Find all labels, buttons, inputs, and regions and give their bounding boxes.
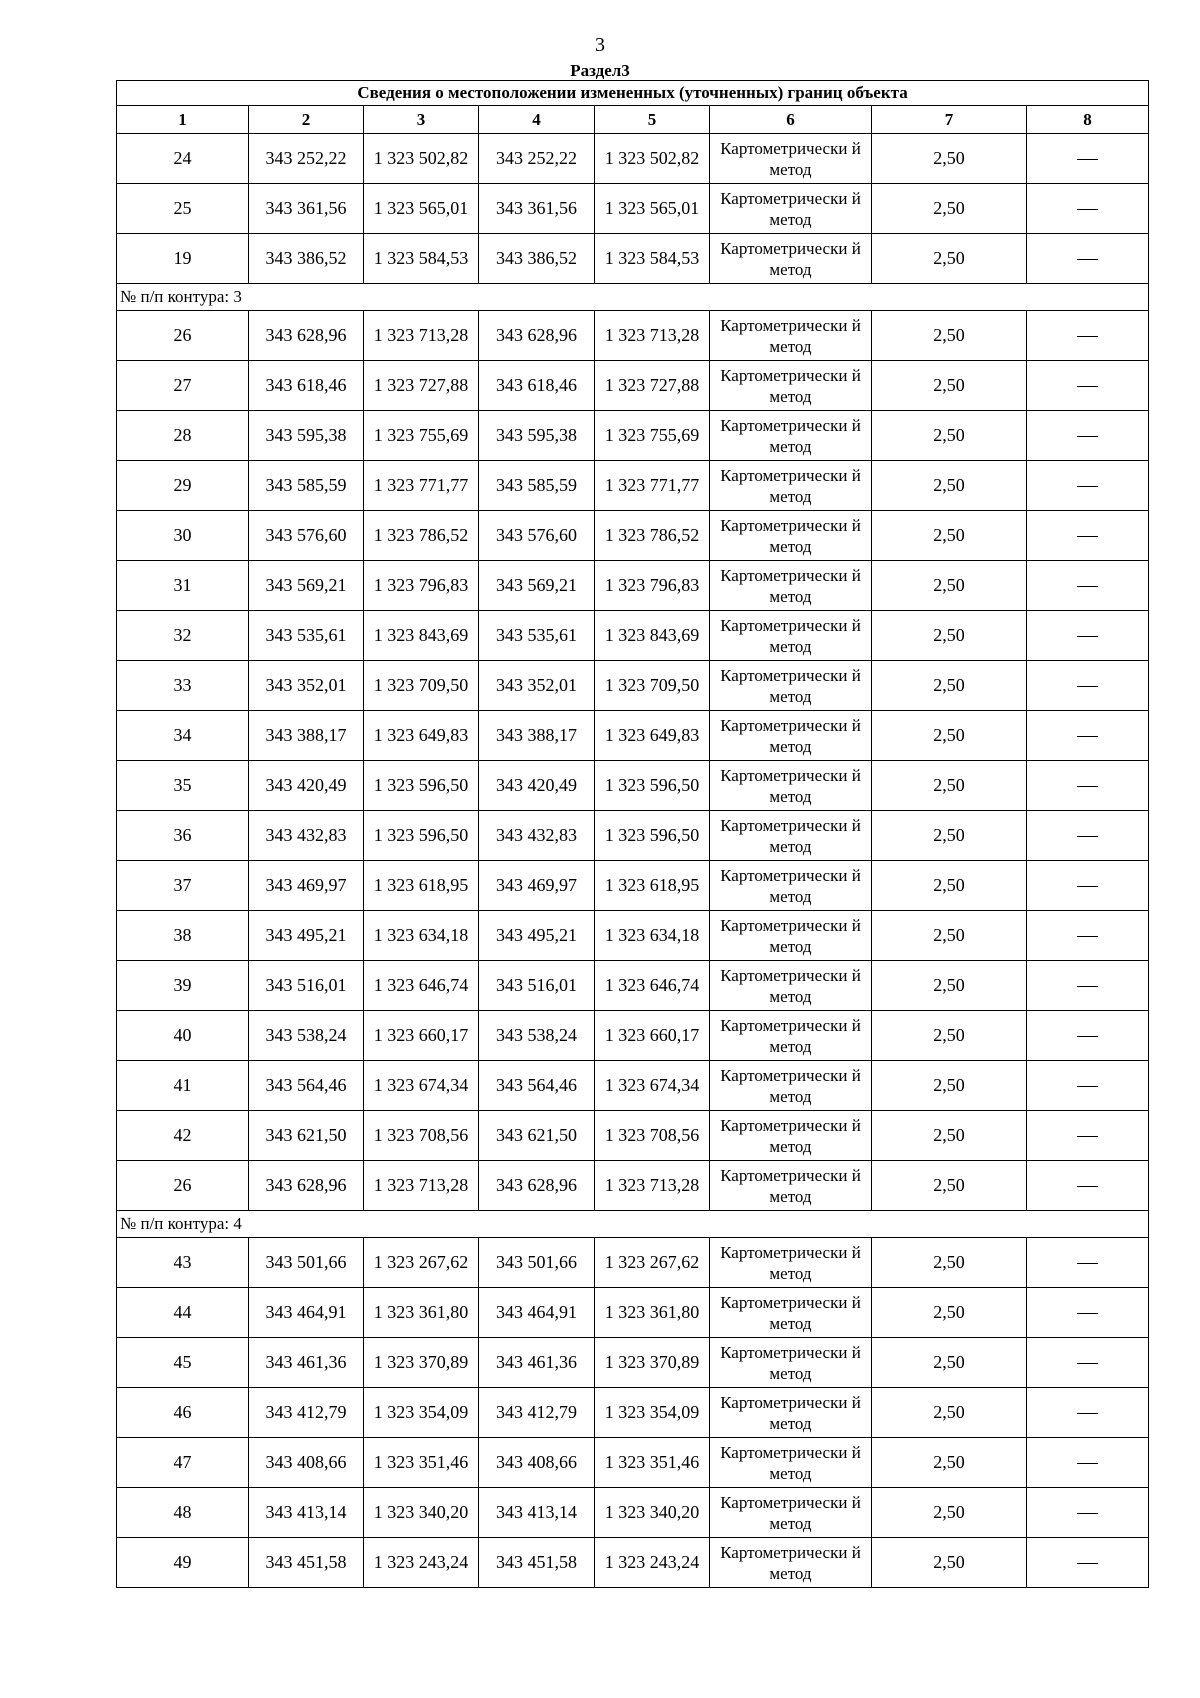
method-cell: Картометрически й метод — [710, 561, 872, 611]
x-old-cell: 343 361,56 — [249, 184, 364, 234]
accuracy-cell: 2,50 — [872, 761, 1027, 811]
table-row — [117, 1111, 1149, 1161]
table-row — [117, 1388, 1149, 1438]
y-old-cell: 1 323 502,82 — [364, 134, 479, 184]
y-new-cell: 1 323 674,34 — [595, 1061, 710, 1111]
x-new-cell: 343 432,83 — [479, 811, 595, 861]
point-number-cell: 29 — [117, 461, 249, 511]
dash-mark — [1077, 1413, 1098, 1414]
x-new-cell: 343 628,96 — [479, 311, 595, 361]
point-number-cell: 28 — [117, 411, 249, 461]
method-cell: Картометрически й метод — [710, 611, 872, 661]
point-number-cell: 35 — [117, 761, 249, 811]
table-caption-row — [117, 81, 1149, 106]
table-row — [117, 711, 1149, 761]
y-old-cell: 1 323 565,01 — [364, 184, 479, 234]
page-number: 3 — [595, 34, 605, 56]
x-old-cell: 343 432,83 — [249, 811, 364, 861]
description-cell — [1027, 511, 1149, 561]
y-new-cell: 1 323 267,62 — [595, 1238, 710, 1288]
dash-mark — [1077, 259, 1098, 260]
x-old-cell: 343 461,36 — [249, 1338, 364, 1388]
dash-mark — [1077, 636, 1098, 637]
method-cell: Картометрически й метод — [710, 411, 872, 461]
y-new-cell: 1 323 370,89 — [595, 1338, 710, 1388]
y-old-cell: 1 323 771,77 — [364, 461, 479, 511]
description-cell — [1027, 411, 1149, 461]
method-cell: Картометрически й метод — [710, 711, 872, 761]
table-row — [117, 811, 1149, 861]
x-new-cell: 343 412,79 — [479, 1388, 595, 1438]
dash-mark — [1077, 1563, 1098, 1564]
dash-mark — [1077, 736, 1098, 737]
table-row — [117, 134, 1149, 184]
y-new-cell: 1 323 351,46 — [595, 1438, 710, 1488]
x-old-cell: 343 564,46 — [249, 1061, 364, 1111]
method-cell: Картометрически й метод — [710, 1338, 872, 1388]
y-new-cell: 1 323 786,52 — [595, 511, 710, 561]
dash-mark — [1077, 886, 1098, 887]
table-row — [117, 561, 1149, 611]
y-new-cell: 1 323 709,50 — [595, 661, 710, 711]
table-row — [117, 1238, 1149, 1288]
description-cell — [1027, 861, 1149, 911]
dash-mark — [1077, 1513, 1098, 1514]
y-new-cell: 1 323 713,28 — [595, 311, 710, 361]
x-new-cell: 343 469,97 — [479, 861, 595, 911]
method-cell: Картометрически й метод — [710, 461, 872, 511]
table-row — [117, 1288, 1149, 1338]
point-number-cell: 30 — [117, 511, 249, 561]
table-row — [117, 761, 1149, 811]
point-number-cell: 40 — [117, 1011, 249, 1061]
x-new-cell: 343 516,01 — [479, 961, 595, 1011]
x-new-cell: 343 413,14 — [479, 1488, 595, 1538]
column-number: 1 — [117, 106, 249, 134]
description-cell — [1027, 1438, 1149, 1488]
x-old-cell: 343 386,52 — [249, 234, 364, 284]
column-number: 3 — [364, 106, 479, 134]
point-number-cell: 19 — [117, 234, 249, 284]
contour-header-row — [117, 284, 1149, 311]
accuracy-cell: 2,50 — [872, 861, 1027, 911]
dash-mark — [1077, 1086, 1098, 1087]
table-caption: Сведения о местоположении измененных (уточненных) границ объекта — [117, 81, 1149, 106]
dash-mark — [1077, 336, 1098, 337]
accuracy-cell: 2,50 — [872, 1538, 1027, 1588]
table-row — [117, 1061, 1149, 1111]
point-number-cell: 48 — [117, 1488, 249, 1538]
table-row — [117, 861, 1149, 911]
point-number-cell: 42 — [117, 1111, 249, 1161]
column-number: 8 — [1027, 106, 1149, 134]
description-cell — [1027, 661, 1149, 711]
table-row — [117, 1538, 1149, 1588]
x-new-cell: 343 564,46 — [479, 1061, 595, 1111]
x-old-cell: 343 535,61 — [249, 611, 364, 661]
description-cell — [1027, 1338, 1149, 1388]
table-row — [117, 1438, 1149, 1488]
x-new-cell: 343 628,96 — [479, 1161, 595, 1211]
description-cell — [1027, 1538, 1149, 1588]
x-old-cell: 343 412,79 — [249, 1388, 364, 1438]
accuracy-cell: 2,50 — [872, 661, 1027, 711]
method-cell: Картометрически й метод — [710, 134, 872, 184]
x-old-cell: 343 413,14 — [249, 1488, 364, 1538]
accuracy-cell: 2,50 — [872, 411, 1027, 461]
accuracy-cell: 2,50 — [872, 911, 1027, 961]
y-old-cell: 1 323 351,46 — [364, 1438, 479, 1488]
dash-mark — [1077, 1186, 1098, 1187]
accuracy-cell: 2,50 — [872, 234, 1027, 284]
y-old-cell: 1 323 243,24 — [364, 1538, 479, 1588]
y-old-cell: 1 323 796,83 — [364, 561, 479, 611]
point-number-cell: 36 — [117, 811, 249, 861]
table-row — [117, 461, 1149, 511]
y-new-cell: 1 323 596,50 — [595, 811, 710, 861]
y-new-cell: 1 323 361,80 — [595, 1288, 710, 1338]
y-old-cell: 1 323 727,88 — [364, 361, 479, 411]
y-new-cell: 1 323 565,01 — [595, 184, 710, 234]
y-old-cell: 1 323 354,09 — [364, 1388, 479, 1438]
y-new-cell: 1 323 755,69 — [595, 411, 710, 461]
description-cell — [1027, 1161, 1149, 1211]
x-old-cell: 343 451,58 — [249, 1538, 364, 1588]
dash-mark — [1077, 159, 1098, 160]
x-new-cell: 343 538,24 — [479, 1011, 595, 1061]
table-row — [117, 961, 1149, 1011]
accuracy-cell: 2,50 — [872, 1111, 1027, 1161]
description-cell — [1027, 1238, 1149, 1288]
y-new-cell: 1 323 727,88 — [595, 361, 710, 411]
method-cell: Картометрически й метод — [710, 1061, 872, 1111]
y-old-cell: 1 323 713,28 — [364, 1161, 479, 1211]
method-cell: Картометрически й метод — [710, 1288, 872, 1338]
point-number-cell: 43 — [117, 1238, 249, 1288]
point-number-cell: 38 — [117, 911, 249, 961]
x-new-cell: 343 595,38 — [479, 411, 595, 461]
method-cell: Картометрически й метод — [710, 911, 872, 961]
table-row — [117, 1338, 1149, 1388]
y-old-cell: 1 323 584,53 — [364, 234, 479, 284]
x-new-cell: 343 501,66 — [479, 1238, 595, 1288]
method-cell: Картометрически й метод — [710, 961, 872, 1011]
dash-mark — [1077, 1036, 1098, 1037]
x-new-cell: 343 361,56 — [479, 184, 595, 234]
description-cell — [1027, 711, 1149, 761]
y-old-cell: 1 323 267,62 — [364, 1238, 479, 1288]
y-old-cell: 1 323 340,20 — [364, 1488, 479, 1538]
y-old-cell: 1 323 755,69 — [364, 411, 479, 461]
table-row — [117, 361, 1149, 411]
accuracy-cell: 2,50 — [872, 184, 1027, 234]
dash-mark — [1077, 209, 1098, 210]
point-number-cell: 31 — [117, 561, 249, 611]
accuracy-cell: 2,50 — [872, 511, 1027, 561]
x-new-cell: 343 408,66 — [479, 1438, 595, 1488]
point-number-cell: 25 — [117, 184, 249, 234]
x-new-cell: 343 386,52 — [479, 234, 595, 284]
x-old-cell: 343 352,01 — [249, 661, 364, 711]
x-new-cell: 343 495,21 — [479, 911, 595, 961]
x-old-cell: 343 618,46 — [249, 361, 364, 411]
x-old-cell: 343 469,97 — [249, 861, 364, 911]
dash-mark — [1077, 486, 1098, 487]
description-cell — [1027, 1288, 1149, 1338]
x-old-cell: 343 408,66 — [249, 1438, 364, 1488]
y-new-cell: 1 323 649,83 — [595, 711, 710, 761]
description-cell — [1027, 611, 1149, 661]
x-old-cell: 343 585,59 — [249, 461, 364, 511]
column-number: 7 — [872, 106, 1027, 134]
accuracy-cell: 2,50 — [872, 561, 1027, 611]
x-new-cell: 343 461,36 — [479, 1338, 595, 1388]
description-cell — [1027, 1388, 1149, 1438]
y-old-cell: 1 323 618,95 — [364, 861, 479, 911]
description-cell — [1027, 961, 1149, 1011]
point-number-cell: 45 — [117, 1338, 249, 1388]
dash-mark — [1077, 686, 1098, 687]
y-new-cell: 1 323 618,95 — [595, 861, 710, 911]
point-number-cell: 41 — [117, 1061, 249, 1111]
contour-label: № п/п контура: 4 — [117, 1211, 1149, 1238]
accuracy-cell: 2,50 — [872, 711, 1027, 761]
table-row — [117, 511, 1149, 561]
x-new-cell: 343 252,22 — [479, 134, 595, 184]
y-new-cell: 1 323 584,53 — [595, 234, 710, 284]
point-number-cell: 46 — [117, 1388, 249, 1438]
x-new-cell: 343 585,59 — [479, 461, 595, 511]
y-new-cell: 1 323 713,28 — [595, 1161, 710, 1211]
x-old-cell: 343 516,01 — [249, 961, 364, 1011]
y-old-cell: 1 323 713,28 — [364, 311, 479, 361]
accuracy-cell: 2,50 — [872, 1488, 1027, 1538]
method-cell: Картометрически й метод — [710, 761, 872, 811]
column-number: 6 — [710, 106, 872, 134]
table-row — [117, 234, 1149, 284]
dash-mark — [1077, 1263, 1098, 1264]
y-new-cell: 1 323 340,20 — [595, 1488, 710, 1538]
method-cell: Картометрически й метод — [710, 361, 872, 411]
point-number-cell: 49 — [117, 1538, 249, 1588]
table-row — [117, 1488, 1149, 1538]
x-old-cell: 343 252,22 — [249, 134, 364, 184]
accuracy-cell: 2,50 — [872, 961, 1027, 1011]
point-number-cell: 24 — [117, 134, 249, 184]
x-old-cell: 343 501,66 — [249, 1238, 364, 1288]
description-cell — [1027, 811, 1149, 861]
accuracy-cell: 2,50 — [872, 134, 1027, 184]
column-numbers-row — [117, 106, 1149, 134]
accuracy-cell: 2,50 — [872, 1288, 1027, 1338]
description-cell — [1027, 184, 1149, 234]
dash-mark — [1077, 986, 1098, 987]
table-row — [117, 411, 1149, 461]
dash-mark — [1077, 436, 1098, 437]
y-old-cell: 1 323 708,56 — [364, 1111, 479, 1161]
table-row — [117, 184, 1149, 234]
method-cell: Картометрически й метод — [710, 1488, 872, 1538]
accuracy-cell: 2,50 — [872, 361, 1027, 411]
x-old-cell: 343 538,24 — [249, 1011, 364, 1061]
x-new-cell: 343 420,49 — [479, 761, 595, 811]
x-old-cell: 343 621,50 — [249, 1111, 364, 1161]
accuracy-cell: 2,50 — [872, 311, 1027, 361]
point-number-cell: 26 — [117, 311, 249, 361]
accuracy-cell: 2,50 — [872, 811, 1027, 861]
x-old-cell: 343 420,49 — [249, 761, 364, 811]
y-new-cell: 1 323 708,56 — [595, 1111, 710, 1161]
description-cell — [1027, 761, 1149, 811]
dash-mark — [1077, 586, 1098, 587]
x-old-cell: 343 388,17 — [249, 711, 364, 761]
method-cell: Картометрически й метод — [710, 1011, 872, 1061]
point-number-cell: 47 — [117, 1438, 249, 1488]
table-row — [117, 1011, 1149, 1061]
method-cell: Картометрически й метод — [710, 1161, 872, 1211]
column-number: 4 — [479, 106, 595, 134]
accuracy-cell: 2,50 — [872, 1238, 1027, 1288]
accuracy-cell: 2,50 — [872, 1161, 1027, 1211]
point-number-cell: 39 — [117, 961, 249, 1011]
x-old-cell: 343 628,96 — [249, 311, 364, 361]
y-new-cell: 1 323 796,83 — [595, 561, 710, 611]
table-row — [117, 311, 1149, 361]
y-old-cell: 1 323 596,50 — [364, 811, 479, 861]
contour-header-row — [117, 1211, 1149, 1238]
description-cell — [1027, 561, 1149, 611]
y-old-cell: 1 323 596,50 — [364, 761, 479, 811]
description-cell — [1027, 1011, 1149, 1061]
accuracy-cell: 2,50 — [872, 1011, 1027, 1061]
y-new-cell: 1 323 243,24 — [595, 1538, 710, 1588]
y-old-cell: 1 323 709,50 — [364, 661, 479, 711]
x-new-cell: 343 576,60 — [479, 511, 595, 561]
section-title: Раздел3 — [570, 61, 630, 80]
y-new-cell: 1 323 843,69 — [595, 611, 710, 661]
x-new-cell: 343 569,21 — [479, 561, 595, 611]
y-old-cell: 1 323 361,80 — [364, 1288, 479, 1338]
x-old-cell: 343 628,96 — [249, 1161, 364, 1211]
y-new-cell: 1 323 596,50 — [595, 761, 710, 811]
method-cell: Картометрически й метод — [710, 811, 872, 861]
y-old-cell: 1 323 660,17 — [364, 1011, 479, 1061]
table-row — [117, 611, 1149, 661]
x-new-cell: 343 618,46 — [479, 361, 595, 411]
y-new-cell: 1 323 660,17 — [595, 1011, 710, 1061]
y-new-cell: 1 323 771,77 — [595, 461, 710, 511]
method-cell: Картометрически й метод — [710, 234, 872, 284]
y-old-cell: 1 323 843,69 — [364, 611, 479, 661]
y-new-cell: 1 323 634,18 — [595, 911, 710, 961]
x-new-cell: 343 535,61 — [479, 611, 595, 661]
x-new-cell: 343 352,01 — [479, 661, 595, 711]
description-cell — [1027, 461, 1149, 511]
description-cell — [1027, 234, 1149, 284]
accuracy-cell: 2,50 — [872, 1061, 1027, 1111]
description-cell — [1027, 1061, 1149, 1111]
point-number-cell: 32 — [117, 611, 249, 661]
accuracy-cell: 2,50 — [872, 461, 1027, 511]
boundary-coordinates-table — [116, 80, 1149, 1588]
point-number-cell: 34 — [117, 711, 249, 761]
point-number-cell: 44 — [117, 1288, 249, 1338]
y-old-cell: 1 323 674,34 — [364, 1061, 479, 1111]
method-cell: Картометрически й метод — [710, 861, 872, 911]
method-cell: Картометрически й метод — [710, 511, 872, 561]
dash-mark — [1077, 386, 1098, 387]
dash-mark — [1077, 1313, 1098, 1314]
method-cell: Картометрически й метод — [710, 184, 872, 234]
dash-mark — [1077, 1463, 1098, 1464]
table-row — [117, 1161, 1149, 1211]
x-old-cell: 343 595,38 — [249, 411, 364, 461]
dash-mark — [1077, 536, 1098, 537]
point-number-cell: 27 — [117, 361, 249, 411]
description-cell — [1027, 911, 1149, 961]
x-new-cell: 343 451,58 — [479, 1538, 595, 1588]
y-old-cell: 1 323 370,89 — [364, 1338, 479, 1388]
point-number-cell: 37 — [117, 861, 249, 911]
accuracy-cell: 2,50 — [872, 1438, 1027, 1488]
table-row — [117, 661, 1149, 711]
method-cell: Картометрически й метод — [710, 1388, 872, 1438]
method-cell: Картометрически й метод — [710, 1438, 872, 1488]
x-old-cell: 343 464,91 — [249, 1288, 364, 1338]
description-cell — [1027, 361, 1149, 411]
y-old-cell: 1 323 649,83 — [364, 711, 479, 761]
method-cell: Картометрически й метод — [710, 1111, 872, 1161]
method-cell: Картометрически й метод — [710, 1238, 872, 1288]
x-old-cell: 343 569,21 — [249, 561, 364, 611]
x-old-cell: 343 576,60 — [249, 511, 364, 561]
accuracy-cell: 2,50 — [872, 1338, 1027, 1388]
contour-label: № п/п контура: 3 — [117, 284, 1149, 311]
point-number-cell: 26 — [117, 1161, 249, 1211]
description-cell — [1027, 134, 1149, 184]
column-number: 2 — [249, 106, 364, 134]
description-cell — [1027, 311, 1149, 361]
y-old-cell: 1 323 646,74 — [364, 961, 479, 1011]
x-new-cell: 343 621,50 — [479, 1111, 595, 1161]
x-old-cell: 343 495,21 — [249, 911, 364, 961]
table-row — [117, 911, 1149, 961]
point-number-cell: 33 — [117, 661, 249, 711]
method-cell: Картометрически й метод — [710, 311, 872, 361]
dash-mark — [1077, 836, 1098, 837]
description-cell — [1027, 1488, 1149, 1538]
dash-mark — [1077, 1363, 1098, 1364]
y-old-cell: 1 323 786,52 — [364, 511, 479, 561]
dash-mark — [1077, 786, 1098, 787]
dash-mark — [1077, 1136, 1098, 1137]
x-new-cell: 343 464,91 — [479, 1288, 595, 1338]
y-new-cell: 1 323 646,74 — [595, 961, 710, 1011]
description-cell — [1027, 1111, 1149, 1161]
method-cell: Картометрически й метод — [710, 1538, 872, 1588]
dash-mark — [1077, 936, 1098, 937]
x-new-cell: 343 388,17 — [479, 711, 595, 761]
y-new-cell: 1 323 502,82 — [595, 134, 710, 184]
accuracy-cell: 2,50 — [872, 1388, 1027, 1438]
accuracy-cell: 2,50 — [872, 611, 1027, 661]
method-cell: Картометрически й метод — [710, 661, 872, 711]
y-new-cell: 1 323 354,09 — [595, 1388, 710, 1438]
y-old-cell: 1 323 634,18 — [364, 911, 479, 961]
column-number: 5 — [595, 106, 710, 134]
